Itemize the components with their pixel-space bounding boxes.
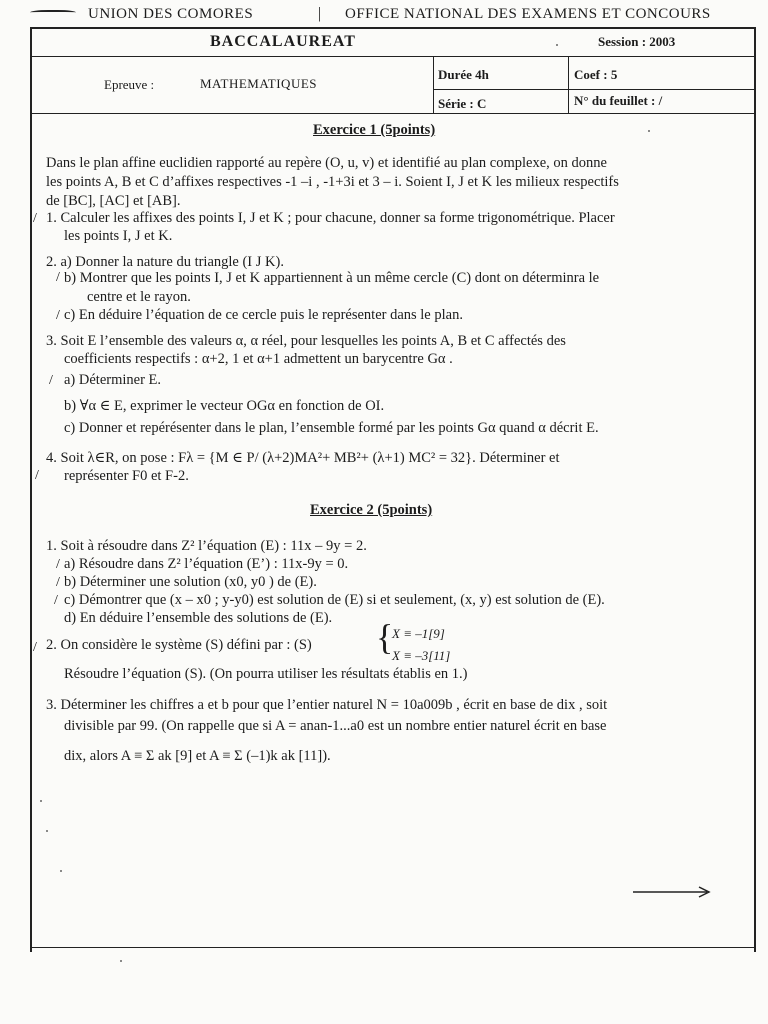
- ex1-question-3-cont: coefficients respectifs : α+2, 1 et α+1 admettent un barycentre Gα .: [64, 351, 453, 367]
- ex2-question-3-formula: dix, alors A ≡ Σ ak [9] et A ≡ Σ (–1)k ak [11]).: [64, 748, 331, 764]
- ex2-question-2-cont: Résoudre l’équation (S). (On pourra utiliser les résultats établis en 1.): [64, 666, 468, 682]
- ex1-question-2b: b) Montrer que les points I, J et K appartiennent à un même cercle (C) dont on déterminra le: [64, 270, 600, 286]
- scan-speckle: [120, 960, 122, 962]
- ex2-question-1c: c) Démontrer que (x – x0 ; y-y0) est solution de (E) si et seulement, (x, y) est solution de (E).: [64, 592, 605, 608]
- ex2-question-1b: b) Déterminer une solution (x0, y0 ) de (E).: [64, 574, 317, 590]
- subject: MATHEMATIQUES: [200, 76, 317, 91]
- ex1-question-4: 4. Soit λ∈R, on pose : Fλ = {M ∈ P/ (λ+2)MA²+ MB²+ (λ+1) MC² = 32}. Déterminer et: [46, 450, 560, 466]
- ex2-question-3: 3. Déterminer les chiffres a et b pour que l’entier naturel N = 10a009b , écrit en base de dix , soit: [46, 697, 608, 713]
- header-rule-1: [30, 56, 754, 57]
- check-mark-icon: /: [56, 308, 60, 323]
- scan-speckle: [40, 800, 42, 802]
- ex1-question-1-cont: les points I, J et K.: [64, 228, 173, 244]
- ex1-question-2b-cont: centre et le rayon.: [87, 289, 191, 305]
- check-mark-icon: /: [56, 557, 60, 572]
- ex1-intro-line-2: les points A, B et C d’affixes respectives -1 –i , -1+3i et 3 – i. Soient I, J et K les milieux respectifs: [46, 174, 619, 190]
- ex1-question-1: 1. Calculer les affixes des points I, J et K ; pour chacune, donner sa forme trigonométrique. Placer: [46, 210, 615, 226]
- system-equation-1: X ≡ –1[9]: [392, 626, 445, 641]
- coefficient: Coef : 5: [574, 67, 618, 82]
- office-name: OFFICE NATIONAL DES EXAMENS ET CONCOURS: [345, 6, 711, 22]
- ex1-question-3b: b) ∀α ∈ E, exprimer le vecteur OGα en fonction de OI.: [64, 398, 385, 414]
- header-logo-mark: [30, 10, 76, 16]
- check-mark-icon: /: [33, 640, 37, 655]
- check-mark-icon: /: [56, 575, 60, 590]
- serie: Série : C: [438, 96, 487, 111]
- country-name: UNION DES COMORES: [88, 6, 254, 22]
- check-mark-icon: /: [33, 211, 37, 226]
- ex2-question-1: 1. Soit à résoudre dans Z² l’équation (E) : 11x – 9y = 2.: [46, 538, 367, 554]
- congruence-system: [376, 617, 476, 668]
- header-rule-2: [433, 89, 754, 90]
- system-brace: {: [376, 617, 394, 657]
- page-bottom-rule: [30, 947, 754, 948]
- ex2-question-1d: d) En déduire l’ensemble des solutions de (E).: [64, 610, 333, 626]
- check-mark-icon: /: [56, 270, 60, 285]
- ex1-question-3: 3. Soit E l’ensemble des valeurs α, α réel, pour lesquelles les points A, B et C affectés des: [46, 333, 566, 349]
- epreuve-label: Epreuve :: [104, 77, 155, 92]
- system-equation-2: X ≡ –3[11]: [392, 648, 451, 663]
- ex1-question-2a: 2. a) Donner la nature du triangle (I J K).: [46, 254, 284, 270]
- scan-speckle: [556, 44, 558, 46]
- ex1-question-3a: a) Déterminer E.: [64, 372, 162, 388]
- exam-title: BACCALAUREAT: [210, 33, 356, 50]
- ex1-intro-line-3: de [BC], [AC] et [AB].: [46, 193, 181, 209]
- header-rule-3: [30, 113, 754, 114]
- ex1-intro-line-1: Dans le plan affine euclidien rapporté au repère (O, u, v) et identifié au plan complexe, on donne: [46, 155, 607, 171]
- duration: Durée 4h: [438, 67, 489, 82]
- check-mark-icon: /: [49, 373, 53, 388]
- ex1-question-3c: c) Donner et repérésenter dans le plan, l’ensemble formé par les points Gα quand α décrit E.: [64, 420, 599, 436]
- check-mark-icon: /: [35, 468, 39, 483]
- check-mark-icon: /: [54, 593, 58, 608]
- ex2-question-1a: a) Résoudre dans Z² l’équation (E’) : 11x-9y = 0.: [64, 556, 349, 572]
- ex2-question-3-cont: divisible par 99. (On rappelle que si A = anan-1...a0 est un nombre entier naturel écrit en base: [64, 718, 607, 734]
- header-separator: |: [318, 5, 322, 22]
- header-top: [30, 6, 750, 26]
- ex1-question-4-cont: représenter F0 et F-2.: [64, 468, 189, 484]
- ex2-question-2: 2. On considère le système (S) défini par : (S): [46, 637, 312, 653]
- ex1-question-2c: c) En déduire l’équation de ce cercle puis le représenter dans le plan.: [64, 307, 463, 323]
- exercise-1-title: Exercice 1 (5points): [313, 122, 436, 138]
- sheet-number: N° du feuillet : /: [574, 93, 663, 108]
- scan-speckle: [60, 870, 62, 872]
- exercise-2-title: Exercice 2 (5points): [310, 502, 433, 518]
- header-col-2: [568, 57, 569, 113]
- header-col-1: [433, 57, 434, 113]
- scan-speckle: [46, 830, 48, 832]
- scan-speckle: [648, 130, 650, 132]
- session: Session : 2003: [598, 34, 676, 49]
- next-page-arrow-icon: [633, 885, 713, 899]
